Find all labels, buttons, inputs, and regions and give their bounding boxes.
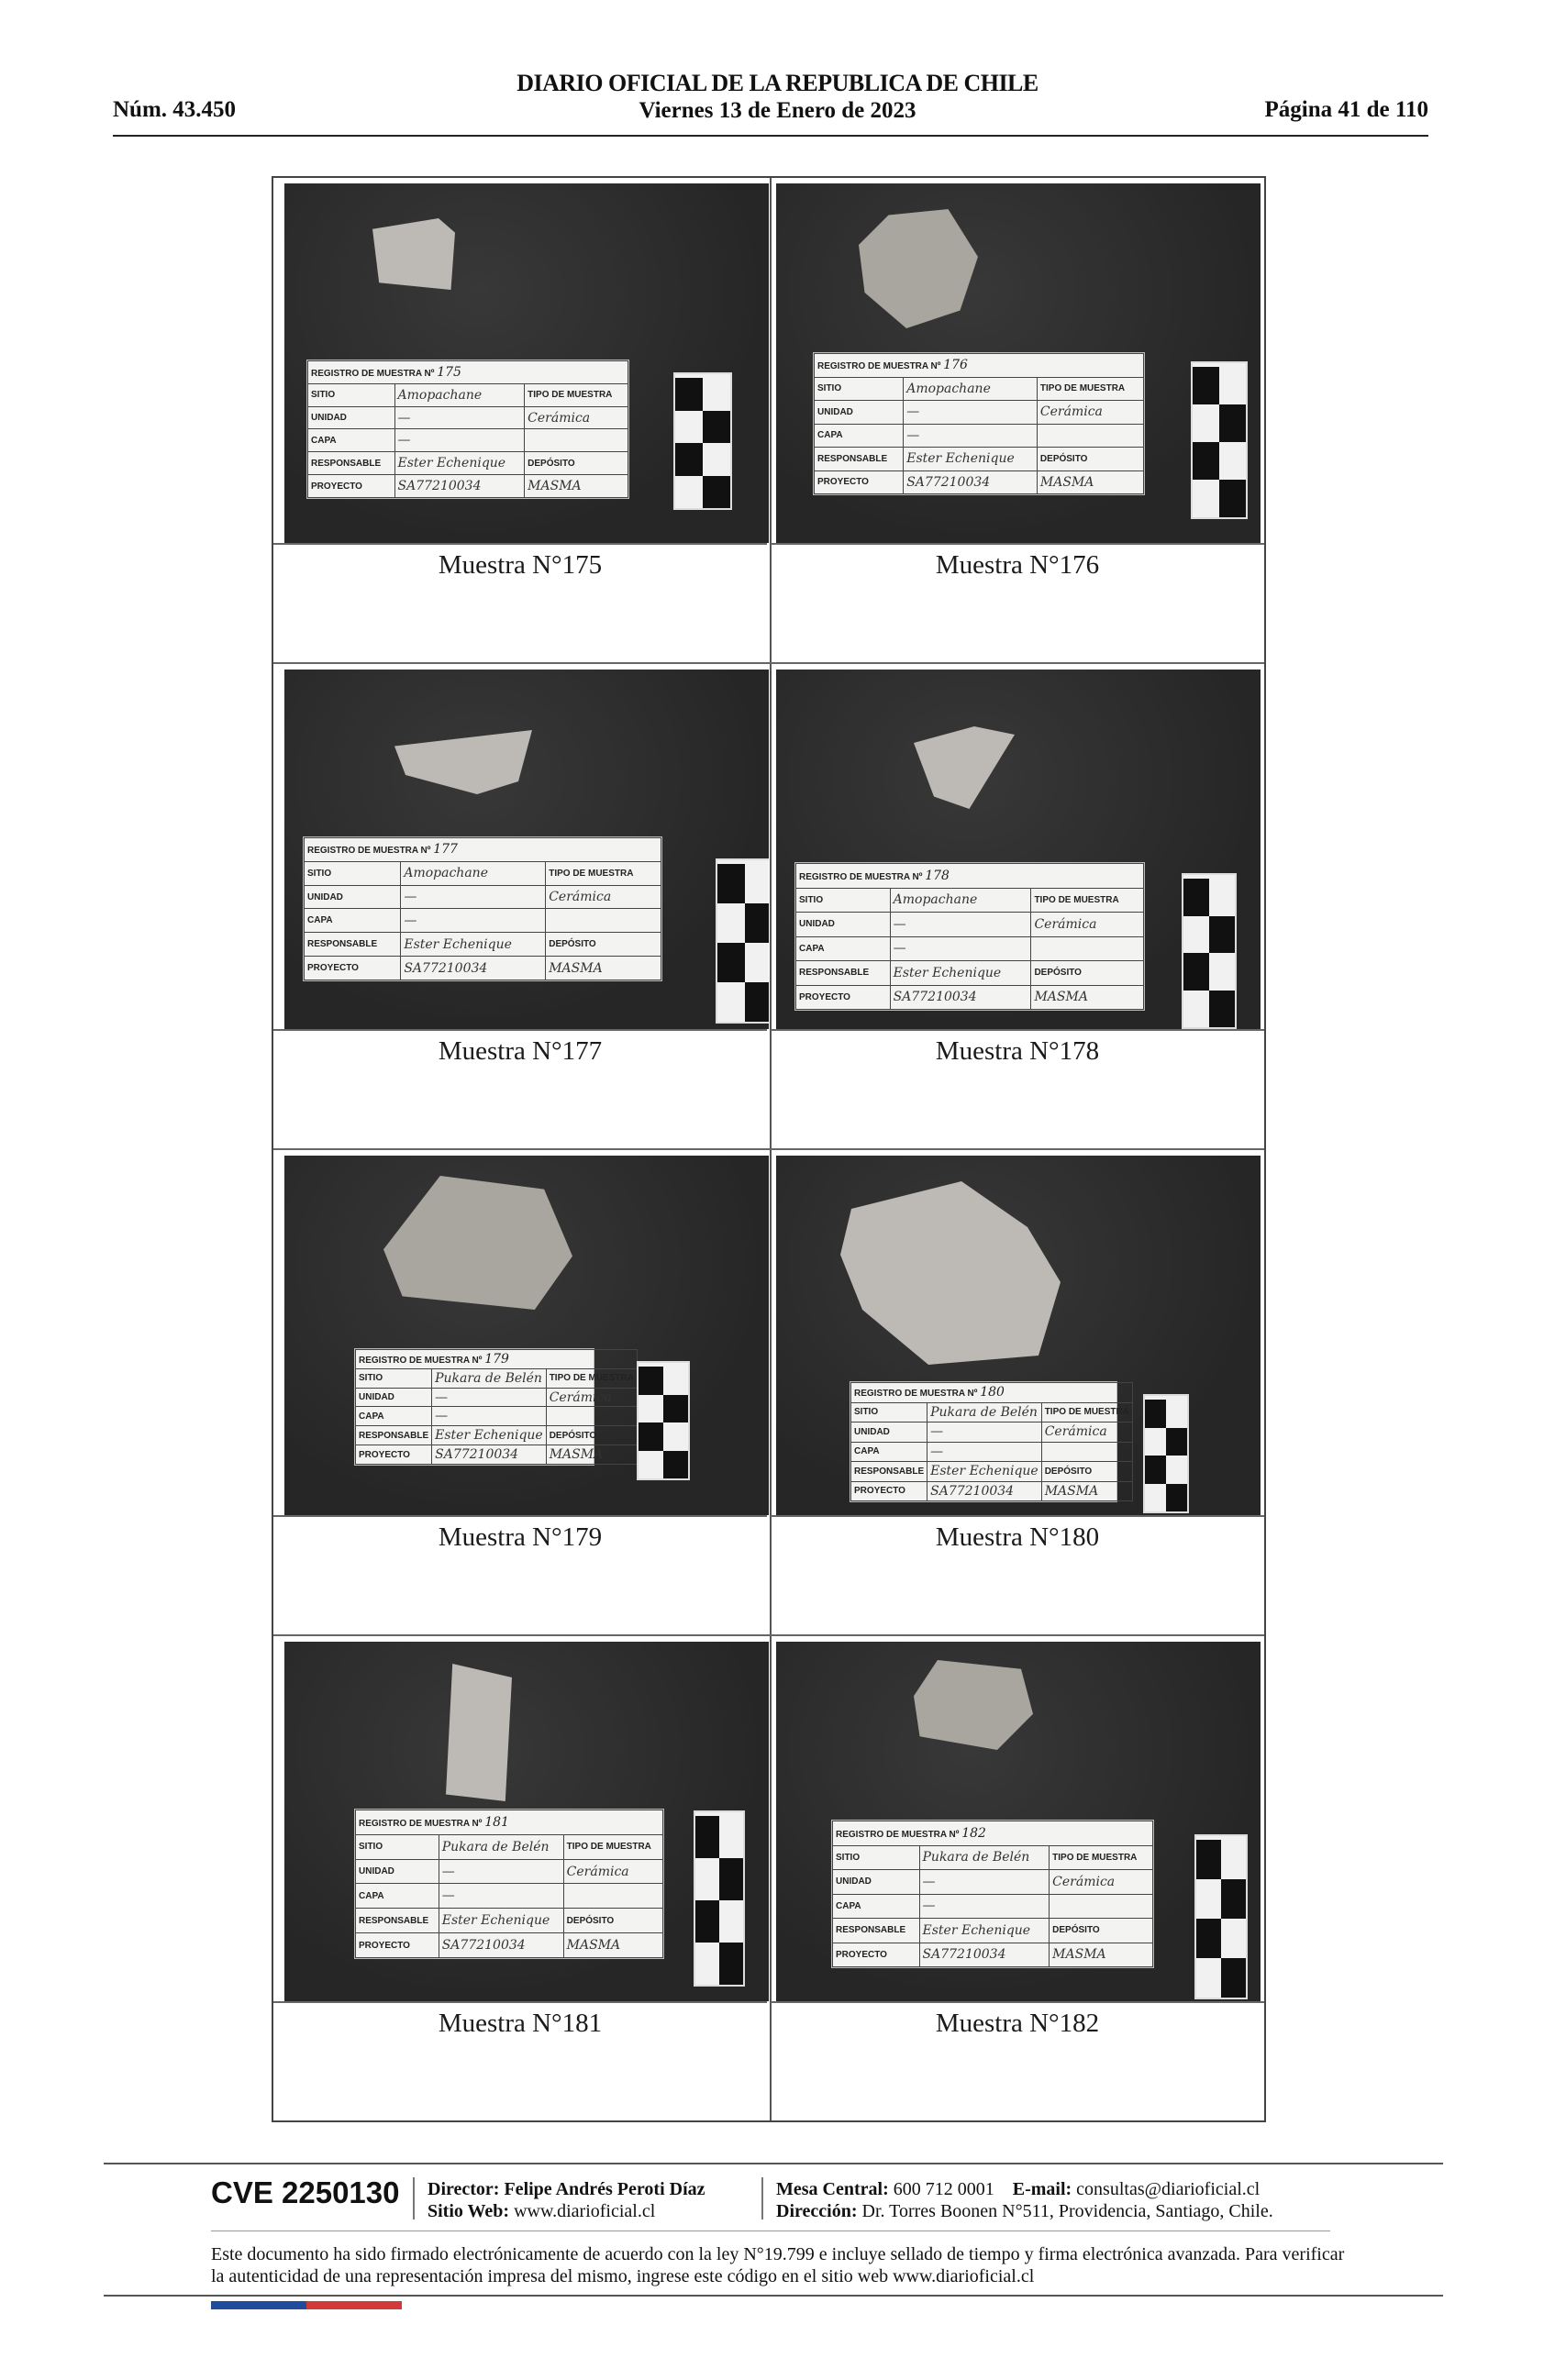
grid-row-divider <box>273 1148 1264 1150</box>
field-label: UNIDAD <box>851 1422 927 1443</box>
field-value: Amopachane <box>904 377 1038 401</box>
cve-code: CVE 2250130 <box>211 2175 400 2209</box>
field-value: 182 <box>961 1825 986 1841</box>
legal-notice: Este documento ha sido firmado electrónicamente de acuerdo con la ley N°19.799 e incluye sellado de tiempo y firma electrónica avanzada. Para verificar la autenticidad de una representación impresa del mismo, ingrese este código en el sitio web www.diarioficial.cl <box>211 2244 1345 2286</box>
sample-label-card <box>354 1809 664 1959</box>
field-label: SITIO <box>305 861 401 885</box>
field-value: Cerámica <box>563 1859 662 1884</box>
field-label: UNIDAD <box>833 1870 920 1895</box>
ceramic-sherd <box>394 730 532 794</box>
field-value: — <box>904 424 1038 448</box>
field-label: REGISTRO DE MUESTRA Nº <box>359 1818 485 1829</box>
sample-cell <box>273 664 767 1150</box>
field-value: SA77210034 <box>394 475 525 498</box>
field-value: Ester Echenique <box>919 1919 1050 1943</box>
field-label: DEPÓSITO <box>1037 448 1143 471</box>
publication-title: DIARIO OFICIAL DE LA REPUBLICA DE CHILE <box>516 70 1039 96</box>
field-label: DEPÓSITO <box>546 933 661 957</box>
field-value: SA77210034 <box>890 985 1031 1010</box>
field-label <box>563 1884 662 1909</box>
footer-separator <box>761 2177 763 2219</box>
scale-bar-segment <box>1183 879 1209 916</box>
sample-photo-grid <box>272 176 1266 2122</box>
field-value: Cerámica <box>546 885 661 909</box>
field-value: — <box>432 1388 547 1407</box>
scale-bar-segment <box>1145 1456 1166 1484</box>
sample-label-card <box>850 1381 1129 1502</box>
field-value: — <box>890 936 1031 961</box>
flag-stripe-red <box>306 2301 402 2309</box>
field-value: — <box>432 1407 547 1426</box>
field-label <box>1037 424 1143 448</box>
field-label: PROYECTO <box>833 1943 920 1967</box>
field-value: Cerámica <box>1041 1422 1132 1443</box>
scale-bar <box>673 372 732 510</box>
field-label: CAPA <box>356 1407 432 1426</box>
field-label: RESPONSABLE <box>796 961 891 986</box>
field-value: — <box>394 406 525 429</box>
field-label: SITIO <box>356 1368 432 1388</box>
field-label: CAPA <box>851 1442 927 1462</box>
field-label: SITIO <box>308 383 395 406</box>
sample-label-card <box>354 1348 634 1466</box>
field-value: 177 <box>433 842 458 858</box>
field-value: Ester Echenique <box>890 961 1031 986</box>
caption-box <box>273 543 767 662</box>
scale-bar-segment <box>745 903 769 943</box>
field-value: Ester Echenique <box>394 452 525 475</box>
field-value: Amopachane <box>394 383 525 406</box>
field-label: PROYECTO <box>356 1933 439 1958</box>
field-label <box>1050 1894 1153 1919</box>
scale-bar-segment <box>703 476 730 509</box>
sample-caption: Muestra N°181 <box>438 2009 603 2038</box>
field-value: Pukara de Belén <box>927 1402 1042 1422</box>
footer-divider-top <box>104 2163 1443 2164</box>
scale-bar-segment <box>1166 1428 1187 1456</box>
field-value: Cerámica <box>525 406 628 429</box>
ceramic-sherd <box>914 1660 1033 1750</box>
field-label <box>1041 1442 1132 1462</box>
scale-bar-segment <box>663 1395 688 1423</box>
field-value: — <box>919 1870 1050 1895</box>
sample-photo <box>776 1156 1261 1515</box>
field-value: — <box>919 1894 1050 1919</box>
masthead <box>459 70 1096 125</box>
scale-bar-segment <box>1145 1400 1166 1428</box>
grid-row-divider <box>273 662 1264 664</box>
field-value: SA77210034 <box>432 1445 547 1465</box>
scale-bar-segment <box>717 943 745 982</box>
caption-box <box>273 2001 767 2120</box>
field-value: Cerámica <box>546 1388 637 1407</box>
field-value: — <box>401 885 546 909</box>
field-value: SA77210034 <box>401 957 546 980</box>
field-label: CAPA <box>305 909 401 933</box>
field-value: Cerámica <box>1037 401 1143 425</box>
field-label <box>1031 936 1144 961</box>
scale-bar-segment <box>695 1816 719 1858</box>
address-text: Dr. Torres Boonen N°511, Providencia, Santiago, Chile. <box>861 2201 1273 2221</box>
ceramic-sherd <box>859 209 978 328</box>
caption-box <box>771 1029 1264 1148</box>
scale-bar-segment <box>695 1900 719 1943</box>
field-value: — <box>401 909 546 933</box>
field-value: 178 <box>925 868 950 883</box>
sample-cell <box>771 178 1264 664</box>
sample-caption: Muestra N°175 <box>438 550 603 580</box>
scale-bar-segment <box>703 411 730 444</box>
field-value: Ester Echenique <box>904 448 1038 471</box>
flag-stripe-blue <box>211 2301 306 2309</box>
caption-box <box>273 1029 767 1148</box>
field-value: Ester Echenique <box>927 1462 1042 1482</box>
field-value: 180 <box>980 1385 1005 1400</box>
field-label: UNIDAD <box>305 885 401 909</box>
caption-box <box>771 1515 1264 1634</box>
field-label: RESPONSABLE <box>308 452 395 475</box>
website-link[interactable]: www.diarioficial.cl <box>514 2201 656 2221</box>
scale-bar <box>1191 361 1248 519</box>
field-label: RESPONSABLE <box>833 1919 920 1943</box>
sample-caption: Muestra N°179 <box>438 1522 603 1552</box>
field-value: — <box>394 429 525 452</box>
field-label: DEPÓSITO <box>546 1426 637 1445</box>
scale-bar <box>1194 1834 1248 1999</box>
field-label: CAPA <box>308 429 395 452</box>
ceramic-sherd <box>840 1181 1061 1365</box>
field-value: — <box>904 401 1038 425</box>
field-label: PROYECTO <box>815 470 904 494</box>
field-label: CAPA <box>815 424 904 448</box>
field-value: Ester Echenique <box>401 933 546 957</box>
sample-cell <box>771 1150 1264 1636</box>
field-label: TIPO DE MUESTRA <box>1037 377 1143 401</box>
field-label: REGISTRO DE MUESTRA Nº <box>799 871 926 882</box>
field-label: DEPÓSITO <box>1050 1919 1153 1943</box>
footer-director-block <box>428 2178 705 2222</box>
scale-bar-segment <box>675 443 703 476</box>
field-label: PROYECTO <box>356 1445 432 1465</box>
scale-bar-segment <box>1166 1484 1187 1512</box>
grid-row-divider <box>273 1634 1264 1636</box>
field-value: MASMA <box>1041 1481 1132 1501</box>
field-label: SITIO <box>796 888 891 913</box>
director-label: Director: <box>428 2179 500 2199</box>
field-value: Amopachane <box>890 888 1031 913</box>
field-label: RESPONSABLE <box>815 448 904 471</box>
sample-label-card <box>306 360 629 499</box>
sample-label-card <box>813 352 1145 495</box>
header-divider <box>113 135 1428 137</box>
field-value: 181 <box>484 1814 509 1830</box>
sample-photo <box>284 183 769 543</box>
field-value: Pukara de Belén <box>919 1845 1050 1870</box>
sample-photo <box>284 670 769 1029</box>
field-label <box>525 429 628 452</box>
field-value: MASMA <box>563 1933 662 1958</box>
field-value: MASMA <box>1050 1943 1153 1967</box>
scale-bar-segment <box>675 378 703 411</box>
sample-label-card <box>303 836 662 981</box>
field-value: 175 <box>437 364 461 380</box>
field-label: SITIO <box>356 1834 439 1859</box>
sample-caption: Muestra N°182 <box>935 2009 1100 2038</box>
scale-bar-segment <box>1219 404 1246 442</box>
sample-photo <box>776 1642 1261 2001</box>
field-label: PROYECTO <box>796 985 891 1010</box>
scale-bar-segment <box>1193 367 1219 404</box>
field-value: MASMA <box>1037 470 1143 494</box>
field-label: CAPA <box>833 1894 920 1919</box>
scale-bar-segment <box>663 1451 688 1479</box>
sample-photo <box>284 1642 769 2001</box>
sample-photo <box>284 1156 769 1515</box>
field-value: 179 <box>484 1351 509 1367</box>
field-label: SITIO <box>851 1402 927 1422</box>
field-label: REGISTRO DE MUESTRA Nº <box>854 1389 981 1400</box>
field-label: TIPO DE MUESTRA <box>1031 888 1144 913</box>
field-value: SA77210034 <box>904 470 1038 494</box>
footer-separator <box>413 2177 415 2219</box>
page-number: Página 41 de 110 <box>1264 97 1428 122</box>
sample-cell <box>273 1636 767 2122</box>
field-value: Pukara de Belén <box>432 1368 547 1388</box>
scale-bar-segment <box>1196 1919 1221 1958</box>
field-label: TIPO DE MUESTRA <box>546 1368 637 1388</box>
publication-date: Viernes 13 de Enero de 2023 <box>639 98 916 123</box>
field-value: Cerámica <box>1050 1870 1153 1895</box>
scale-bar-segment <box>719 1858 743 1900</box>
field-label: DEPÓSITO <box>563 1909 662 1933</box>
ceramic-sherd <box>383 1176 572 1310</box>
scale-bar <box>637 1361 690 1480</box>
field-label: RESPONSABLE <box>851 1462 927 1482</box>
field-label: SITIO <box>815 377 904 401</box>
field-label: DEPÓSITO <box>1031 961 1144 986</box>
field-value: MASMA <box>525 475 628 498</box>
scale-bar-segment <box>1209 916 1235 954</box>
field-label: TIPO DE MUESTRA <box>563 1834 662 1859</box>
field-label: REGISTRO DE MUESTRA Nº <box>311 368 438 379</box>
field-label: UNIDAD <box>796 913 891 937</box>
email-link[interactable]: consultas@diarioficial.cl <box>1076 2179 1261 2199</box>
field-label: TIPO DE MUESTRA <box>1041 1402 1132 1422</box>
scale-bar-segment <box>1221 1958 1246 1998</box>
field-value: Pukara de Belén <box>439 1834 563 1859</box>
field-value: — <box>927 1442 1042 1462</box>
field-label: UNIDAD <box>815 401 904 425</box>
field-value: MASMA <box>546 957 661 980</box>
field-label: REGISTRO DE MUESTRA Nº <box>307 846 434 857</box>
email-label: E-mail: <box>1012 2179 1072 2199</box>
phone-number: 600 712 0001 <box>893 2179 994 2199</box>
field-label: PROYECTO <box>308 475 395 498</box>
field-value: Cerámica <box>1031 913 1144 937</box>
phone-label: Mesa Central: <box>776 2179 889 2199</box>
field-value: MASMA <box>1031 985 1144 1010</box>
caption-box <box>771 543 1264 662</box>
scale-bar-segment <box>1221 1879 1246 1919</box>
field-value: — <box>439 1884 563 1909</box>
sample-caption: Muestra N°177 <box>438 1036 603 1066</box>
scale-bar-segment <box>1196 1840 1221 1879</box>
scale-bar <box>1143 1394 1189 1513</box>
sample-photo <box>776 670 1261 1029</box>
field-label: RESPONSABLE <box>305 933 401 957</box>
field-label: DEPÓSITO <box>1041 1462 1132 1482</box>
scale-bar-segment <box>639 1367 663 1395</box>
field-value: — <box>439 1859 563 1884</box>
sample-cell <box>273 178 767 664</box>
field-label: TIPO DE MUESTRA <box>546 861 661 885</box>
field-label: CAPA <box>356 1884 439 1909</box>
scale-bar-segment <box>1183 953 1209 991</box>
field-value: SA77210034 <box>927 1481 1042 1501</box>
address-label: Dirección: <box>776 2201 858 2221</box>
scale-bar-segment <box>1193 442 1219 480</box>
field-value: SA77210034 <box>919 1943 1050 1967</box>
ceramic-sherd <box>914 726 1015 809</box>
scale-bar-segment <box>719 1943 743 1985</box>
field-value: Ester Echenique <box>439 1909 563 1933</box>
field-label <box>546 1407 637 1426</box>
caption-box <box>771 2001 1264 2120</box>
scale-bar <box>716 858 769 1024</box>
field-label: UNIDAD <box>356 1859 439 1884</box>
issue-number: Núm. 43.450 <box>113 97 237 122</box>
field-label: REGISTRO DE MUESTRA Nº <box>836 1829 962 1840</box>
sample-caption: Muestra N°176 <box>935 550 1100 580</box>
field-label: REGISTRO DE MUESTRA Nº <box>817 361 944 372</box>
sample-cell <box>771 664 1264 1150</box>
field-label: DEPÓSITO <box>525 452 628 475</box>
field-label: REGISTRO DE MUESTRA Nº <box>359 1355 485 1366</box>
field-label: PROYECTO <box>851 1481 927 1501</box>
sample-label-card <box>794 862 1145 1011</box>
scale-bar <box>694 1810 745 1987</box>
scale-bar-segment <box>1209 991 1235 1028</box>
scale-bar-segment <box>745 982 769 1022</box>
ceramic-sherd <box>446 1664 512 1801</box>
field-label: TIPO DE MUESTRA <box>1050 1845 1153 1870</box>
director-name: Felipe Andrés Peroti Díaz <box>504 2179 705 2199</box>
sample-caption: Muestra N°178 <box>935 1036 1100 1066</box>
field-value: — <box>890 913 1031 937</box>
scale-bar <box>1182 873 1237 1029</box>
field-value: 176 <box>943 358 968 373</box>
field-value: Amopachane <box>401 861 546 885</box>
footer-divider-bottom <box>104 2295 1443 2297</box>
field-label: UNIDAD <box>356 1388 432 1407</box>
field-value: MASMA <box>546 1445 637 1465</box>
sample-label-card <box>831 1820 1154 1968</box>
caption-box <box>273 1515 767 1634</box>
field-label <box>546 909 661 933</box>
field-label: RESPONSABLE <box>356 1909 439 1933</box>
sample-cell <box>273 1150 767 1636</box>
field-label: RESPONSABLE <box>356 1426 432 1445</box>
field-label: CAPA <box>796 936 891 961</box>
field-label: UNIDAD <box>308 406 395 429</box>
ceramic-sherd <box>372 218 455 290</box>
field-value: Ester Echenique <box>432 1426 547 1445</box>
field-value: SA77210034 <box>439 1933 563 1958</box>
sample-caption: Muestra N°180 <box>935 1522 1100 1552</box>
website-label: Sitio Web: <box>428 2201 510 2221</box>
scale-bar-segment <box>717 864 745 903</box>
field-label: SITIO <box>833 1845 920 1870</box>
scale-bar-segment <box>1219 480 1246 517</box>
field-value: — <box>927 1422 1042 1443</box>
sample-photo <box>776 183 1261 543</box>
sample-cell <box>771 1636 1264 2122</box>
field-label: TIPO DE MUESTRA <box>525 383 628 406</box>
scale-bar-segment <box>639 1422 663 1451</box>
field-label: PROYECTO <box>305 957 401 980</box>
footer-contact-block <box>776 2178 1273 2222</box>
